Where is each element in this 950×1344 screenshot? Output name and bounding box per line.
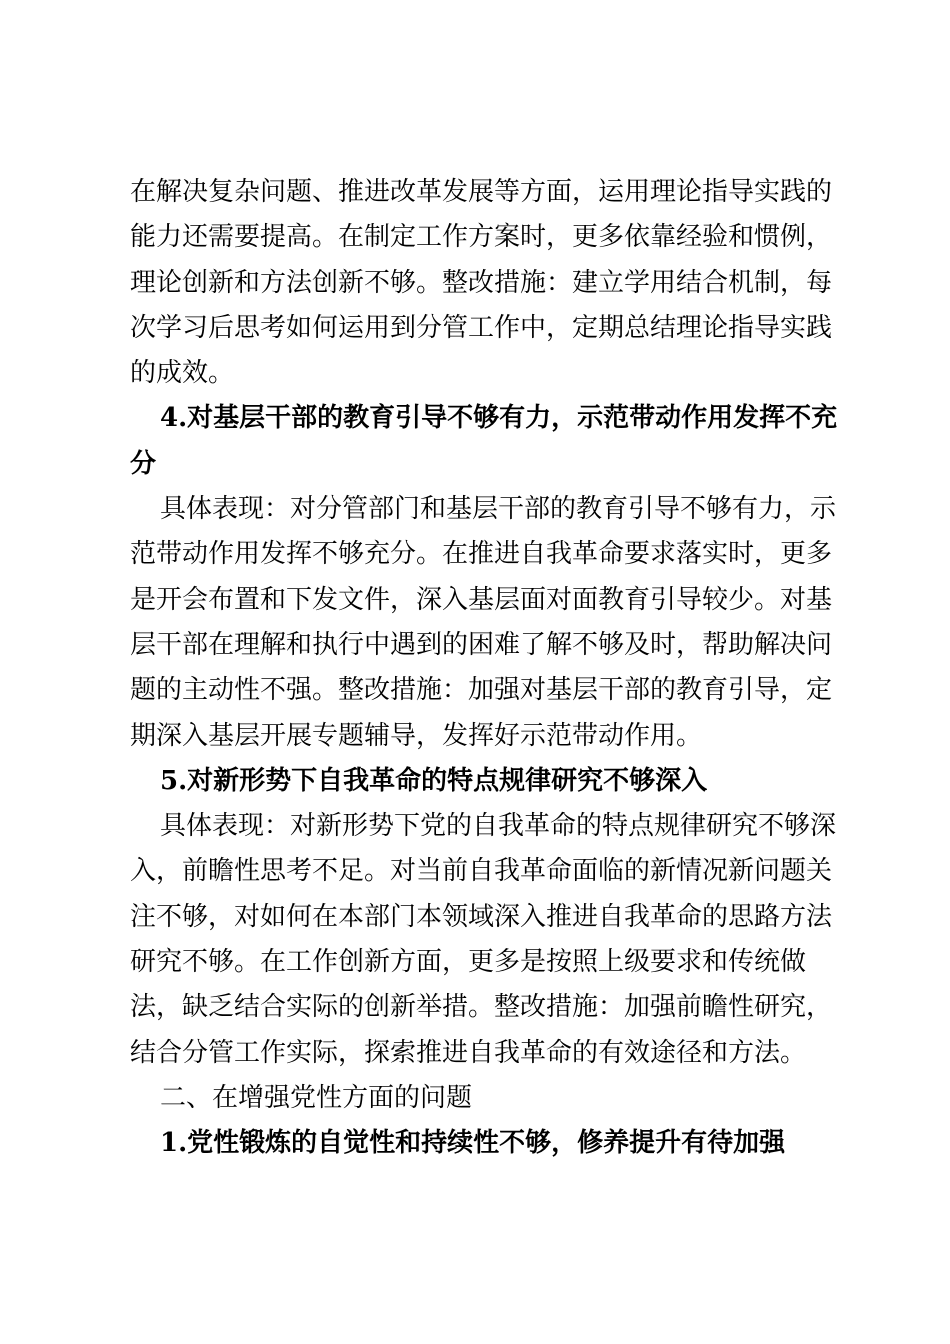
text-line: 次学习后思考如何运用到分管工作中，定期总结理论指导实践: [130, 312, 833, 343]
text-line: 具体表现：对分管部门和基层干部的教育引导不够有力，示: [160, 494, 837, 525]
text-line: 题的主动性不强。整改措施：加强对基层干部的教育引导，定: [130, 675, 833, 706]
heading-line: 分: [130, 448, 157, 479]
text-line: 的成效。: [130, 358, 235, 389]
paragraph-item-4: [130, 487, 837, 759]
section-heading-2: 二、在增强党性方面的问题: [160, 1082, 473, 1113]
text-line: 是开会布置和下发文件，深入基层面对面教育引导较少。对基: [130, 584, 833, 615]
text-line: 在解决复杂问题、推进改革发展等方面，运用理论指导实践的: [130, 177, 833, 207]
text-line: 范带动作用发挥不够充分。在推进自我革命要求落实时，更多: [130, 539, 833, 570]
paragraph-item-5: [130, 804, 837, 1076]
text-line: 注不够，对如何在本部门本领域深入推进自我革命的思路方法: [130, 901, 833, 932]
paragraph-theory-practice: [130, 170, 833, 396]
text-line: 期深入基层开展专题辅导，发挥好示范带动作用。: [130, 720, 703, 751]
heading-section2-item-1: 1.党性锻炼的自觉性和持续性不够，修养提升有待加强: [160, 1128, 786, 1159]
text-line: 结合分管工作实际，探索推进自我革命的有效途径和方法。: [130, 1037, 807, 1068]
text-line: 入，前瞻性思考不足。对当前自我革命面临的新情况新问题关: [130, 856, 833, 887]
heading-line: 4.对基层干部的教育引导不够有力，示范带动作用发挥不充: [160, 403, 838, 434]
text-line: 具体表现：对新形势下党的自我革命的特点规律研究不够深: [160, 811, 837, 842]
document-page: [130, 170, 838, 1167]
text-line: 研究不够。在工作创新方面，更多是按照上级要求和传统做: [130, 947, 807, 978]
text-line: 能力还需要提高。在制定工作方案时，更多依靠经验和惯例，: [130, 222, 833, 253]
text-line: 法，缺乏结合实际的创新举措。整改措施：加强前瞻性研究，: [130, 992, 833, 1023]
heading-item-4: [130, 396, 838, 487]
heading-item-5: 5.对新形势下自我革命的特点规律研究不够深入: [160, 765, 708, 796]
text-line: 理论创新和方法创新不够。整改措施：建立学用结合机制，每: [130, 267, 833, 298]
text-line: 层干部在理解和执行中遇到的困难了解不够及时，帮助解决问: [130, 629, 833, 660]
